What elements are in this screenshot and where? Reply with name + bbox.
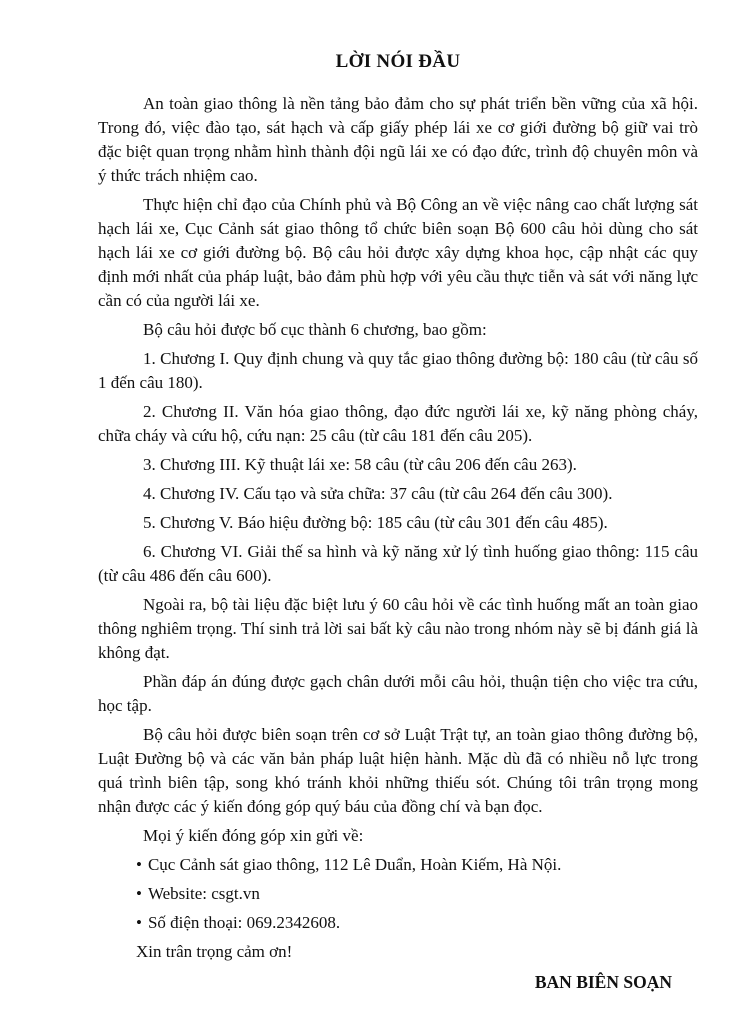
intro-paragraph: Thực hiện chỉ đạo của Chính phủ và Bộ Công an về việc nâng cao chất lượng sát hạch lái xe, Cục Cảnh sát giao thông tổ chức biên soạn Bộ 600 câu hỏi dùng cho sát hạch lái xe cơ giới đường bộ. Bộ câu hỏi được xây dựng khoa học, cập nhật các quy định mới nhất của pháp luật, bảo đảm phù hợp với yêu cầu thực tiễn và sát với năng lực cần có của người lái xe. xyxy=(98,195,698,310)
chapter-item: 1. Chương I. Quy định chung và quy tắc giao thông đường bộ: 180 câu (từ câu số 1 đến câu 180). xyxy=(98,349,698,392)
intro-paragraph: An toàn giao thông là nền tảng bảo đảm cho sự phát triển bền vững của xã hội. Trong đó, việc đào tạo, sát hạch và cấp giấy phép lái xe cơ giới đường bộ giữ vai trò đặc biệt quan trọng nhằm hình thành đội ngũ lái xe có đạo đức, trình độ chuyên môn và ý thức trách nhiệm cao. xyxy=(98,94,698,185)
note-paragraph: Ngoài ra, bộ tài liệu đặc biệt lưu ý 60 câu hỏi về các tình huống mất an toàn giao thông nghiêm trọng. Thí sinh trả lời sai bất kỳ câu nào trong nhóm này sẽ bị đánh giá là không đạt. xyxy=(98,595,698,662)
contact-item-website xyxy=(98,882,698,906)
bullet-icon: • xyxy=(136,913,142,932)
contact-item-address xyxy=(98,853,698,877)
chapters-intro: Bộ câu hỏi được bố cục thành 6 chương, bao gồm: xyxy=(143,320,487,339)
chapter-item: 3. Chương III. Kỹ thuật lái xe: 58 câu (từ câu 206 đến câu 263). xyxy=(143,455,577,474)
page-title: LỜI NÓI ĐẦU xyxy=(335,51,461,72)
chapter-item: 2. Chương II. Văn hóa giao thông, đạo đức người lái xe, kỹ năng phòng cháy, chữa cháy và cứu hộ, cứu nạn: 25 câu (từ câu 181 đến câu 205). xyxy=(98,402,698,445)
contact-item-phone xyxy=(98,911,698,935)
feedback-intro: Mọi ý kiến đóng góp xin gửi về: xyxy=(143,826,364,845)
bullet-icon: • xyxy=(136,884,142,903)
contact-item-text: Website: csgt.vn xyxy=(147,884,260,903)
note-paragraph: Phần đáp án đúng được gạch chân dưới mỗi câu hỏi, thuận tiện cho việc tra cứu, học tập. xyxy=(98,672,698,715)
chapter-item: 5. Chương V. Báo hiệu đường bộ: 185 câu (từ câu 301 đến câu 485). xyxy=(143,513,608,532)
contact-item-text: Cục Cảnh sát giao thông, 112 Lê Duẩn, Hoàn Kiếm, Hà Nội. xyxy=(147,855,562,874)
chapter-item: 4. Chương IV. Cấu tạo và sửa chữa: 37 câu (từ câu 264 đến câu 300). xyxy=(143,484,613,503)
bullet-icon: • xyxy=(136,855,142,874)
closing-paragraph: Bộ câu hỏi được biên soạn trên cơ sở Luật Trật tự, an toàn giao thông đường bộ, Luật Đường bộ và các văn bản pháp luật hiện hành. Mặc dù đã có nhiều nỗ lực trong quá trình biên tập, song khó tránh khỏi những thiếu sót. Chúng tôi trân trọng mong nhận được các ý kiến đóng góp quý báu của đồng chí và bạn đọc. xyxy=(98,725,698,816)
contact-item-text: Số điện thoại: 069.2342608. xyxy=(147,913,341,932)
thanks-line: Xin trân trọng cảm ơn! xyxy=(136,942,293,961)
chapter-item: 6. Chương VI. Giải thế sa hình và kỹ năng xử lý tình huống giao thông: 115 câu (từ câu 486 đến câu 600). xyxy=(98,542,698,585)
signature: BAN BIÊN SOẠN xyxy=(534,972,672,992)
